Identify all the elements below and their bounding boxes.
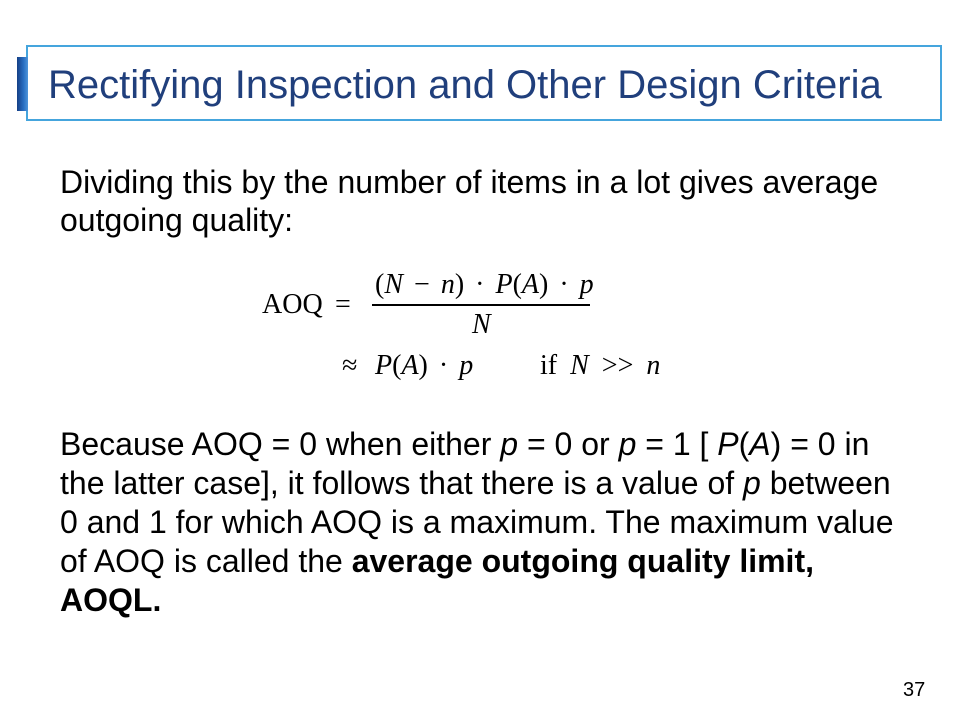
condition-if: if xyxy=(540,350,571,381)
intro-line: outgoing quality: xyxy=(60,202,294,238)
body-line xyxy=(60,542,894,581)
defined-term-acronym: AOQL. xyxy=(60,582,162,618)
page-number: 37 xyxy=(903,679,926,701)
times-operator: ) · xyxy=(454,269,496,300)
variable-A: A xyxy=(401,350,419,381)
body-text: ) = 0 in xyxy=(770,426,870,462)
body-text: the latter case], it follows that there is a value of xyxy=(60,465,744,501)
variable-p: p xyxy=(459,350,474,381)
variable-A: A xyxy=(749,426,771,462)
body-line xyxy=(60,503,894,542)
fraction-denominator: N xyxy=(472,309,491,340)
body-text: between xyxy=(760,465,891,501)
approximation-rhs xyxy=(375,352,473,380)
equals-sign: = xyxy=(335,289,351,320)
body-text: of AOQ is called the xyxy=(60,543,352,579)
intro-paragraph xyxy=(60,163,878,239)
body-line xyxy=(60,581,894,620)
body-paragraph xyxy=(60,425,894,620)
variable-P: P xyxy=(495,269,513,300)
variable-P: P xyxy=(375,350,393,381)
fraction-bar xyxy=(372,304,590,306)
body-text: = 1 [ xyxy=(636,426,718,462)
variable-n: n xyxy=(440,269,455,300)
variable-P: P xyxy=(717,426,739,462)
paren-open: ( xyxy=(375,269,385,300)
intro-line: Dividing this by the number of items in a lot gives average xyxy=(60,164,879,200)
variable-p: p xyxy=(500,426,519,462)
variable-p: p xyxy=(743,465,761,501)
paren-open: ( xyxy=(392,350,402,381)
much-greater-operator: >> xyxy=(588,350,647,381)
defined-term: average outgoing quality limit, xyxy=(351,543,814,579)
variable-A: A xyxy=(521,269,540,300)
variable-N: N xyxy=(384,269,404,300)
body-line xyxy=(60,425,894,464)
minus-operator: − xyxy=(403,269,441,300)
slide-title: Rectifying Inspection and Other Design Criteria xyxy=(48,63,882,107)
variable-N: N xyxy=(570,350,589,381)
title-accent-bar xyxy=(17,57,28,111)
variable-p: p xyxy=(618,426,637,462)
body-text: ( xyxy=(738,426,750,462)
times-operator: ) · xyxy=(539,269,580,300)
approx-sign: ≈ xyxy=(342,350,358,381)
variable-n: n xyxy=(646,350,661,381)
times-operator: ) · xyxy=(418,350,460,381)
equation-lhs: AOQ xyxy=(262,289,323,320)
variable-p: p xyxy=(579,269,594,300)
fraction-numerator xyxy=(375,271,594,299)
body-text: = 0 or xyxy=(518,426,619,462)
paren-open: ( xyxy=(512,269,522,300)
body-text: Because AOQ = 0 when either xyxy=(60,426,501,462)
body-text: 0 and 1 for which AOQ is a maximum. The maximum value xyxy=(60,504,894,540)
body-line xyxy=(60,464,894,503)
approximation-condition xyxy=(540,352,660,380)
